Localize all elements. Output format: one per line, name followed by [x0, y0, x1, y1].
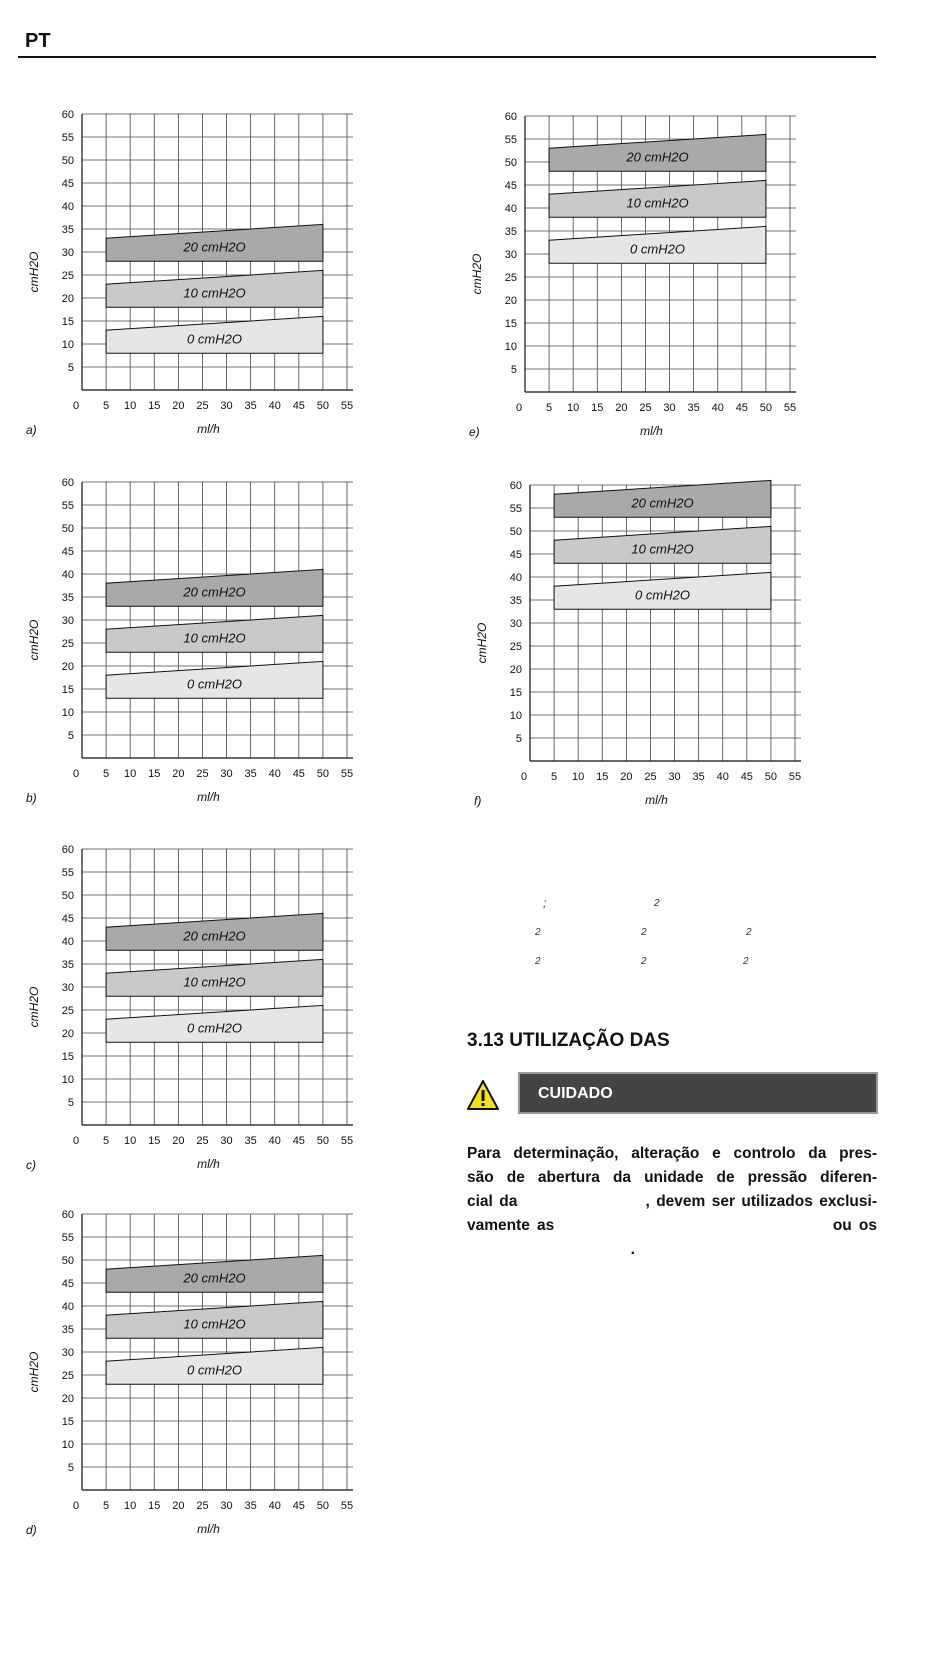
y-tick-label: 55: [61, 500, 74, 512]
y-tick-label: 50: [61, 155, 74, 167]
x-tick-label: 40: [716, 771, 729, 783]
y-tick-label: 20: [61, 1028, 74, 1040]
body-line: Para determinação, alteração e controlo da pres-: [467, 1145, 877, 1162]
x-tick-label: 35: [244, 768, 257, 780]
x-tick-label: 0: [72, 1135, 80, 1147]
y-tick-label: 55: [61, 132, 74, 144]
body-line: vamente as ou os: [467, 1217, 877, 1234]
x-axis-title: ml/h: [197, 422, 220, 436]
y-axis-title: cmH2O: [27, 619, 41, 661]
band-label: 0 cmH2O: [187, 1020, 242, 1036]
x-tick-label: 45: [292, 768, 305, 780]
y-tick-label: 30: [61, 982, 74, 994]
y-tick-label: 15: [61, 316, 74, 328]
y-tick-label: 15: [509, 687, 522, 699]
x-tick-label: 50: [316, 400, 330, 412]
y-tick-label: 45: [504, 180, 517, 192]
y-tick-label: 15: [61, 684, 74, 696]
panel-label: b): [26, 791, 37, 805]
y-tick-label: 20: [61, 293, 74, 305]
y-tick-label: 55: [61, 867, 74, 879]
y-tick-label: 20: [61, 661, 74, 673]
fragment-subscript: 2: [641, 956, 647, 967]
chart-a: [20, 108, 360, 453]
band-label: 0 cmH2O: [187, 1362, 242, 1378]
x-tick-label: 45: [292, 400, 305, 412]
section-number: 3.13: [467, 1030, 504, 1051]
x-tick-label: 55: [340, 768, 354, 780]
band-label: 0 cmH2O: [635, 587, 690, 603]
y-tick-label: 55: [509, 503, 522, 515]
panel-label: e): [469, 425, 480, 439]
y-tick-label: 40: [61, 569, 74, 581]
x-tick-label: 0: [72, 1500, 80, 1512]
fragment-subscript: 2: [746, 927, 752, 938]
y-tick-label: 50: [61, 1255, 74, 1267]
band-label: 0 cmH2O: [630, 241, 685, 257]
x-tick-label: 30: [220, 1500, 233, 1512]
x-tick-label: 40: [268, 400, 281, 412]
chart-f: [468, 479, 808, 824]
x-tick-label: 35: [244, 1135, 257, 1147]
x-tick-label: 20: [172, 1500, 185, 1512]
x-tick-label: 40: [268, 768, 281, 780]
y-tick-label: 60: [509, 480, 522, 492]
x-tick-label: 25: [196, 1500, 209, 1512]
y-tick-label: 60: [61, 1209, 74, 1221]
x-tick-label: 10: [124, 1135, 137, 1147]
chart-grid: [530, 485, 801, 761]
fragment-semicolon: ;: [543, 896, 547, 910]
y-tick-label: 15: [61, 1416, 74, 1428]
x-axis-title: ml/h: [197, 790, 220, 804]
x-tick-label: 15: [591, 402, 604, 414]
y-tick-label: 5: [67, 1097, 74, 1109]
x-tick-label: 30: [663, 402, 676, 414]
band-label: 20 cmH2O: [631, 495, 694, 511]
x-tick-label: 20: [615, 402, 628, 414]
y-tick-label: 25: [509, 641, 522, 653]
x-tick-label: 20: [172, 1135, 185, 1147]
y-tick-label: 10: [61, 707, 74, 719]
header-divider: [18, 56, 876, 58]
y-tick-label: 10: [61, 1074, 74, 1086]
y-tick-label: 25: [61, 1005, 74, 1017]
fragment-subscript: 2: [743, 956, 749, 967]
x-tick-label: 5: [103, 1135, 110, 1147]
band-label: 0 cmH2O: [187, 331, 242, 347]
y-tick-label: 40: [61, 1301, 74, 1313]
y-tick-label: 50: [61, 890, 74, 902]
y-tick-label: 30: [61, 1347, 74, 1359]
x-tick-label: 5: [103, 768, 110, 780]
x-axis-title: ml/h: [197, 1522, 220, 1536]
x-tick-label: 15: [148, 1135, 161, 1147]
y-tick-label: 30: [504, 249, 517, 261]
x-tick-label: 50: [759, 402, 773, 414]
y-axis-title: cmH2O: [470, 253, 484, 295]
band-label: 10 cmH2O: [626, 195, 689, 211]
y-tick-label: 40: [61, 201, 74, 213]
y-tick-label: 35: [61, 959, 74, 971]
chart-svg: [468, 479, 808, 819]
y-tick-label: 20: [509, 664, 522, 676]
x-tick-label: 25: [196, 1135, 209, 1147]
y-tick-label: 30: [509, 618, 522, 630]
y-tick-label: 35: [504, 226, 517, 238]
x-tick-label: 20: [172, 400, 185, 412]
band-label: 20 cmH2O: [183, 1270, 246, 1286]
y-tick-label: 30: [61, 615, 74, 627]
x-tick-label: 15: [596, 771, 609, 783]
x-tick-label: 55: [340, 1135, 354, 1147]
panel-label: a): [26, 423, 37, 437]
y-tick-label: 25: [61, 1370, 74, 1382]
y-tick-label: 15: [504, 318, 517, 330]
y-tick-label: 5: [67, 1462, 74, 1474]
y-tick-label: 55: [504, 134, 517, 146]
y-tick-label: 20: [61, 1393, 74, 1405]
y-tick-label: 40: [504, 203, 517, 215]
y-tick-label: 5: [67, 362, 74, 374]
x-tick-label: 40: [268, 1135, 281, 1147]
warning-icon: [466, 1079, 500, 1111]
x-tick-label: 0: [72, 400, 80, 412]
band-label: 10 cmH2O: [631, 541, 694, 557]
x-tick-label: 45: [292, 1135, 305, 1147]
chart-svg: [20, 1208, 360, 1548]
y-tick-label: 50: [61, 523, 74, 535]
band-label: 20 cmH2O: [183, 584, 246, 600]
panel-label: c): [26, 1158, 36, 1172]
x-tick-label: 50: [316, 768, 330, 780]
section-title: UTILIZAÇÃO DAS: [509, 1030, 670, 1051]
page-language-code: PT: [25, 30, 51, 52]
y-tick-label: 45: [61, 546, 74, 558]
x-tick-label: 10: [124, 400, 137, 412]
x-tick-label: 25: [196, 768, 209, 780]
x-tick-label: 5: [103, 400, 110, 412]
x-tick-label: 30: [220, 400, 233, 412]
x-tick-label: 35: [244, 1500, 257, 1512]
x-tick-label: 30: [668, 771, 681, 783]
x-tick-label: 45: [740, 771, 753, 783]
x-tick-label: 20: [620, 771, 633, 783]
x-tick-label: 5: [546, 402, 553, 414]
y-tick-label: 40: [509, 572, 522, 584]
caution-label: CUIDADO: [538, 1085, 613, 1102]
y-tick-label: 35: [61, 224, 74, 236]
y-axis-title: cmH2O: [27, 251, 41, 293]
chart-svg: [20, 476, 360, 816]
y-tick-label: 20: [504, 295, 517, 307]
x-tick-label: 35: [244, 400, 257, 412]
x-tick-label: 5: [551, 771, 558, 783]
y-tick-label: 50: [504, 157, 517, 169]
y-tick-label: 25: [61, 270, 74, 282]
band-label: 20 cmH2O: [183, 239, 246, 255]
chart-svg: [20, 108, 360, 448]
y-axis-title: cmH2O: [475, 622, 489, 664]
x-tick-label: 35: [687, 402, 700, 414]
y-axis-title: cmH2O: [27, 986, 41, 1028]
y-tick-label: 45: [61, 913, 74, 925]
x-tick-label: 10: [124, 1500, 137, 1512]
y-tick-label: 30: [61, 247, 74, 259]
x-tick-label: 30: [220, 768, 233, 780]
y-tick-label: 35: [509, 595, 522, 607]
x-tick-label: 55: [340, 1500, 354, 1512]
caution-banner: [518, 1072, 878, 1114]
x-tick-label: 40: [268, 1500, 281, 1512]
chart-svg: [463, 110, 803, 450]
band-label: 10 cmH2O: [183, 974, 246, 990]
section-heading: [467, 1030, 670, 1052]
y-tick-label: 10: [61, 339, 74, 351]
y-tick-label: 40: [61, 936, 74, 948]
chart-svg: [20, 843, 360, 1183]
x-tick-label: 50: [764, 771, 778, 783]
panel-label: d): [26, 1523, 37, 1537]
x-tick-label: 0: [515, 402, 523, 414]
y-tick-label: 45: [509, 549, 522, 561]
band-label: 10 cmH2O: [183, 1316, 246, 1332]
y-tick-label: 5: [515, 733, 522, 745]
body-line: são de abertura da unidade de pressão diferen-: [467, 1169, 877, 1186]
band-label: 10 cmH2O: [183, 285, 246, 301]
caution-body-text: [467, 1142, 877, 1262]
x-tick-label: 15: [148, 400, 161, 412]
y-tick-label: 60: [61, 844, 74, 856]
x-axis-title: ml/h: [640, 424, 663, 438]
band-label: 0 cmH2O: [187, 676, 242, 692]
fragment-subscript: 2: [654, 898, 660, 909]
x-tick-label: 35: [692, 771, 705, 783]
x-tick-label: 10: [572, 771, 585, 783]
y-tick-label: 35: [61, 1324, 74, 1336]
y-tick-label: 10: [504, 341, 517, 353]
chart-d: [20, 1208, 360, 1553]
x-tick-label: 40: [711, 402, 724, 414]
x-tick-label: 30: [220, 1135, 233, 1147]
body-line: cial da , devem ser utilizados exclusi-: [467, 1193, 877, 1210]
y-tick-label: 35: [61, 592, 74, 604]
y-tick-label: 25: [61, 638, 74, 650]
body-line: .: [467, 1241, 635, 1258]
fragment-subscript: 2: [535, 927, 541, 938]
x-axis-title: ml/h: [645, 793, 668, 807]
x-tick-label: 45: [292, 1500, 305, 1512]
y-tick-label: 10: [61, 1439, 74, 1451]
fragment-subscript: 2: [535, 956, 541, 967]
x-tick-label: 0: [520, 771, 528, 783]
x-tick-label: 10: [567, 402, 580, 414]
chart-b: [20, 476, 360, 821]
x-tick-label: 50: [316, 1135, 330, 1147]
x-tick-label: 20: [172, 768, 185, 780]
chart-c: [20, 843, 360, 1188]
x-tick-label: 55: [340, 400, 354, 412]
x-tick-label: 10: [124, 768, 137, 780]
y-tick-label: 25: [504, 272, 517, 284]
y-tick-label: 45: [61, 178, 74, 190]
x-axis-title: ml/h: [197, 1157, 220, 1171]
x-tick-label: 25: [644, 771, 657, 783]
band-label: 10 cmH2O: [183, 630, 246, 646]
x-tick-label: 45: [735, 402, 748, 414]
x-tick-label: 50: [316, 1500, 330, 1512]
y-axis-title: cmH2O: [27, 1351, 41, 1393]
x-tick-label: 25: [639, 402, 652, 414]
x-tick-label: 0: [72, 768, 80, 780]
y-tick-label: 60: [61, 477, 74, 489]
x-tick-label: 15: [148, 768, 161, 780]
x-tick-label: 25: [196, 400, 209, 412]
x-tick-label: 55: [788, 771, 802, 783]
y-tick-label: 15: [61, 1051, 74, 1063]
y-tick-label: 5: [510, 364, 517, 376]
y-tick-label: 60: [61, 109, 74, 121]
y-tick-label: 60: [504, 111, 517, 123]
y-tick-label: 55: [61, 1232, 74, 1244]
band-label: 20 cmH2O: [183, 928, 246, 944]
y-tick-label: 50: [509, 526, 522, 538]
panel-label: f): [474, 794, 482, 808]
chart-e: [463, 110, 803, 455]
x-tick-label: 55: [783, 402, 797, 414]
x-tick-label: 5: [103, 1500, 110, 1512]
x-tick-label: 15: [148, 1500, 161, 1512]
y-tick-label: 5: [67, 730, 74, 742]
y-tick-label: 10: [509, 710, 522, 722]
band-label: 20 cmH2O: [626, 149, 689, 165]
fragment-subscript: 2: [641, 927, 647, 938]
y-tick-label: 45: [61, 1278, 74, 1290]
